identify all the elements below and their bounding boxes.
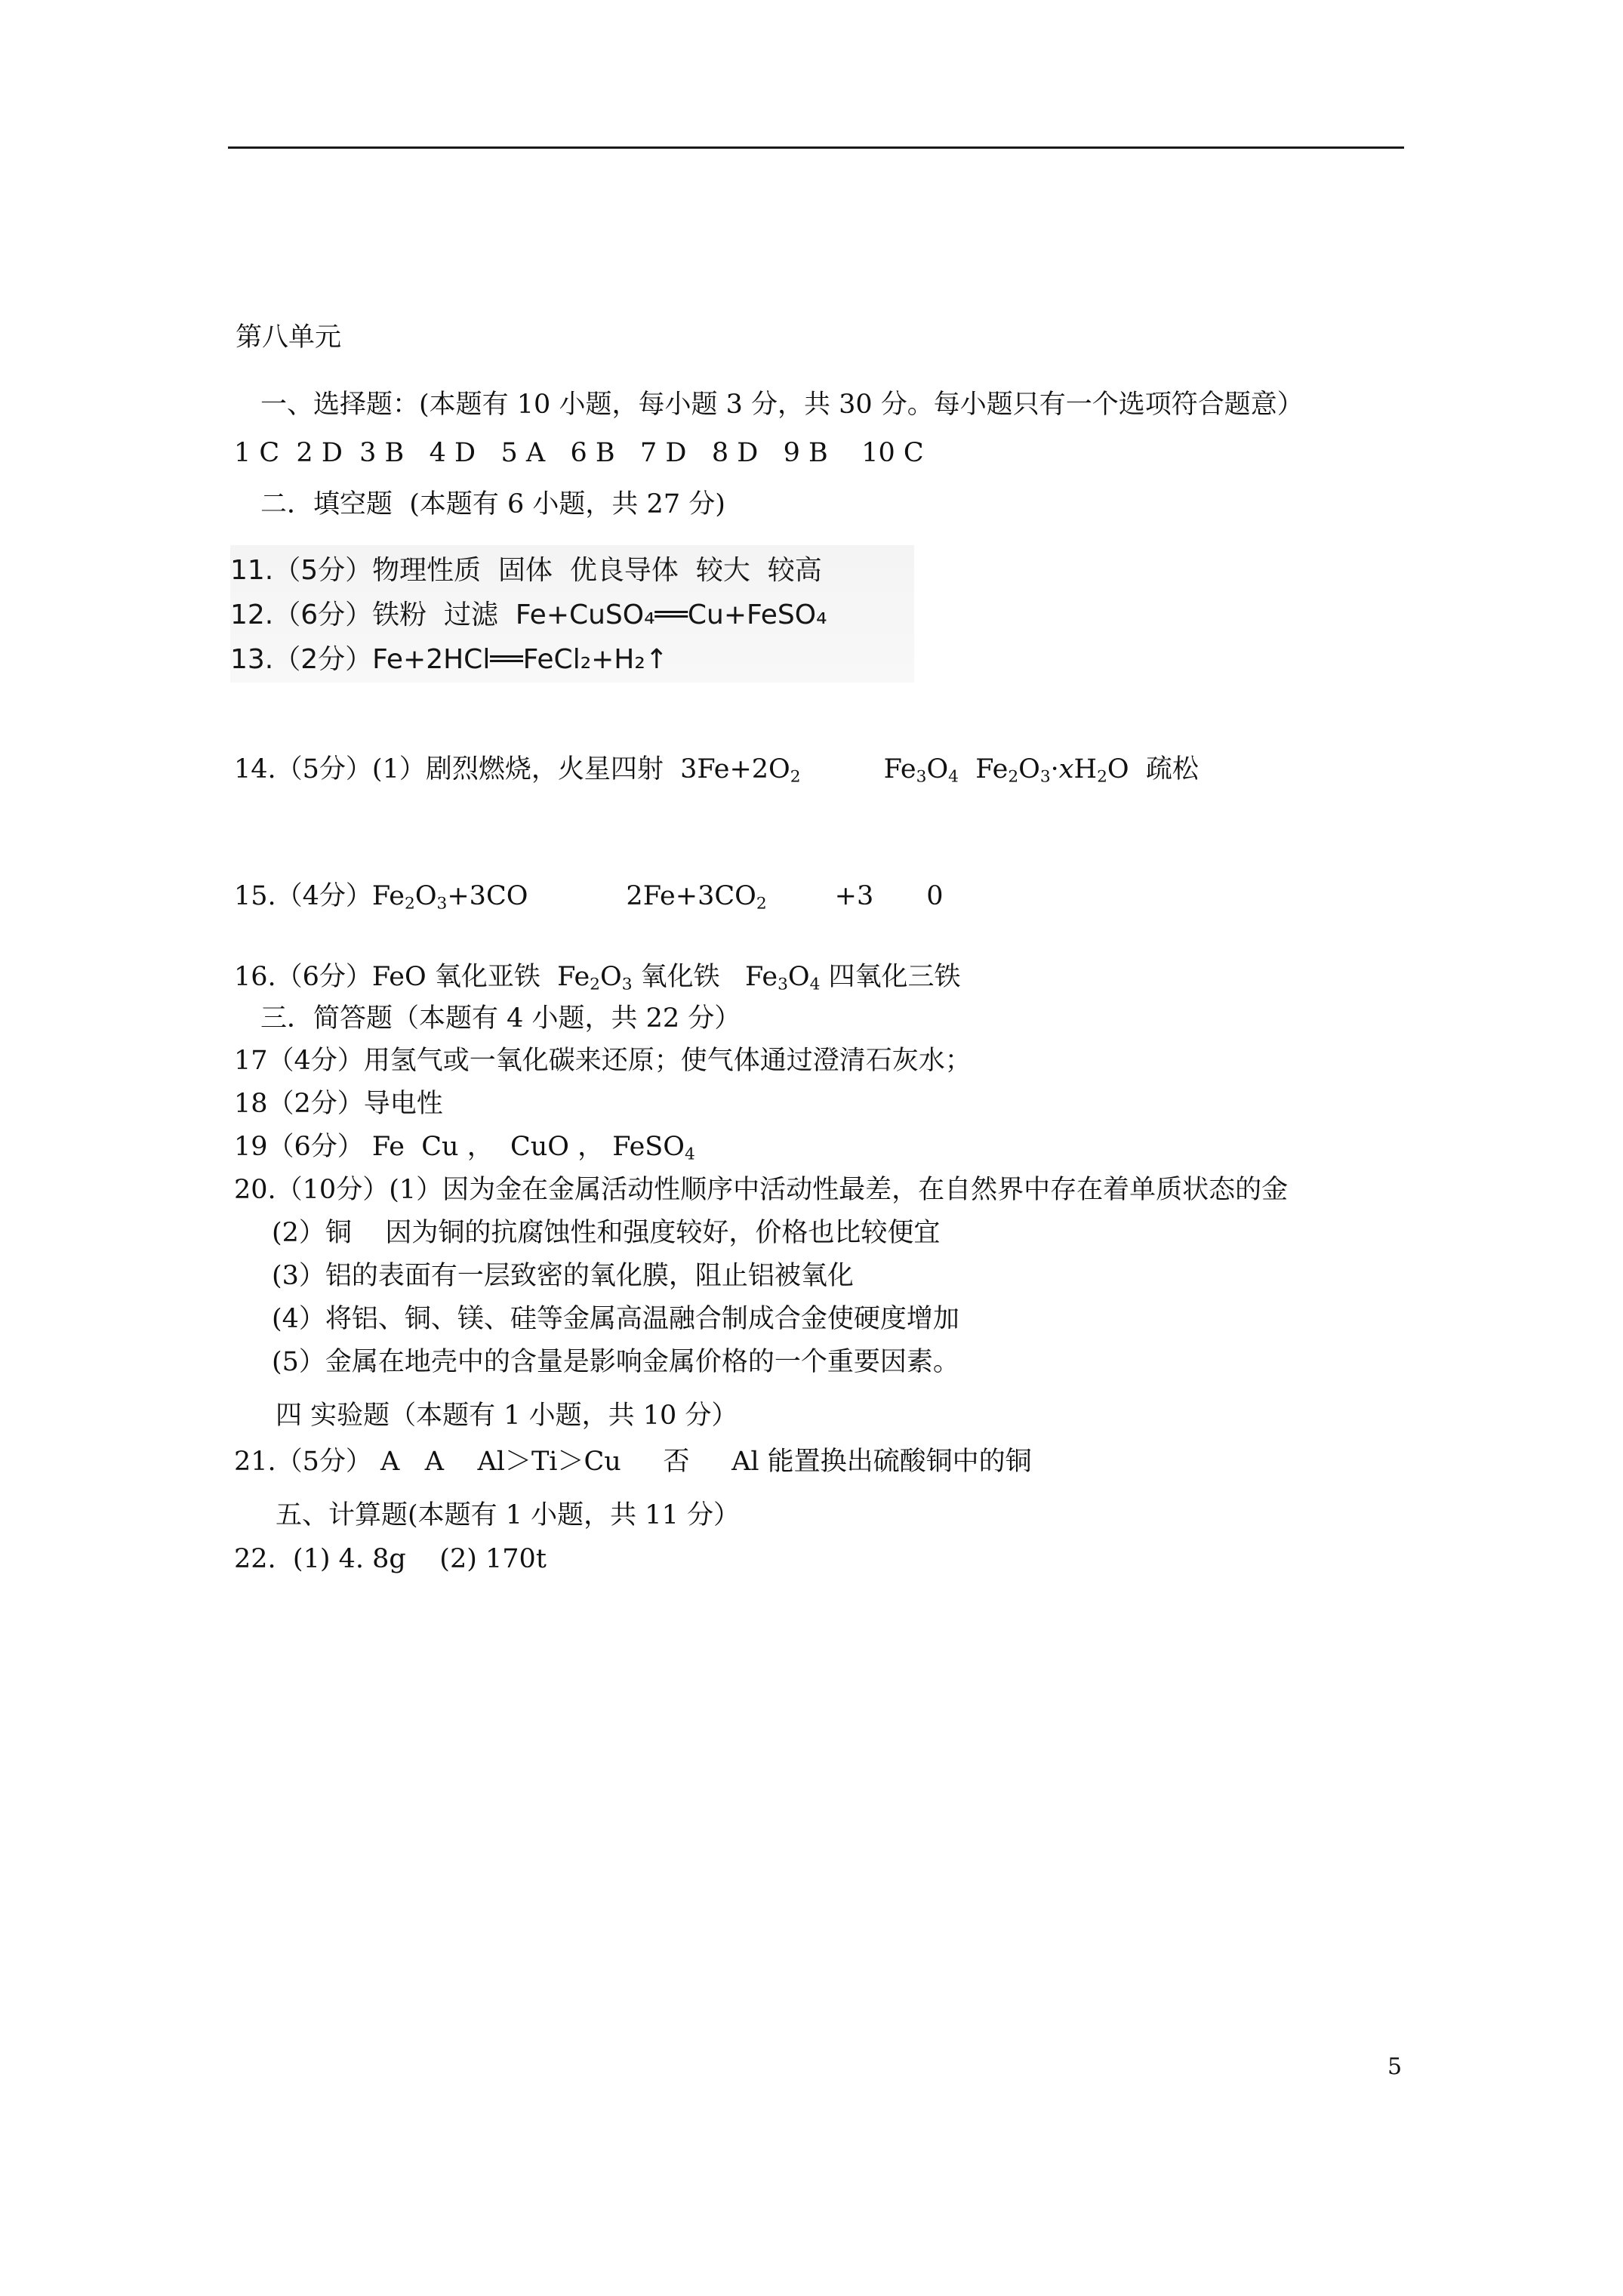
header-rule [228, 146, 1404, 149]
q19-answer: 19（6分） Fe Cu ， CuO ， FeSO$_4$ [234, 1132, 695, 1164]
section3-heading: 三．简答题（本题有 4 小题，共 22 分） [260, 1003, 741, 1034]
q11-answer: 11.（5分）物理性质 固体 优良导体 较大 较高 [230, 555, 822, 586]
unit-title: 第八单元 [236, 322, 342, 353]
q22-answer: 22. (1) 4. 8g (2) 170t [234, 1544, 547, 1574]
section5-heading: 五、计算题(本题有 1 小题，共 11 分） [276, 1500, 740, 1530]
q20-answer-5: (5）金属在地壳中的含量是影响金属价格的一个重要因素。 [272, 1347, 959, 1377]
q20-answer-2: (2）铜 因为铜的抗腐蚀性和强度较好，价格也比较便宜 [272, 1218, 941, 1248]
page-number: 5 [1387, 2054, 1403, 2080]
q21-answer: 21.（5分） A A Al＞Ti＞Cu 否 Al 能置换出硫酸铜中的铜 [234, 1447, 1032, 1477]
section1-heading: 一、选择题：(本题有 10 小题，每小题 3 分，共 30 分。每小题只有一个选项符合题意） [260, 390, 1304, 420]
q17-answer: 17（4分）用氢气或一氧化碳来还原；使气体通过澄清石灰水； [234, 1046, 972, 1076]
answers-image-11-13 [230, 545, 914, 683]
section4-heading: 四 实验题（本题有 1 小题，共 10 分） [276, 1401, 738, 1431]
q15-answer: 15.（4分）$Fe_2O_3+3CO$ $2Fe+3CO_2 +3$ 0 [234, 881, 944, 914]
section2-heading: 二．填空题 (本题有 6 小题，共 27 分) [260, 489, 725, 519]
q13-answer: 13.（2分）Fe+2HCl══FeCl₂+H₂↑ [230, 644, 668, 675]
q12-answer: 12.（6分）铁粉 过滤 Fe+CuSO₄══Cu+FeSO₄ [230, 599, 827, 630]
q14-answer: 14.（5分）(1）剧烈燃烧，火星四射 $3Fe+2O_2$ $Fe_3O_4$ $Fe_2O_3\cdot xH_2O$ 疏松 [234, 754, 1199, 787]
section1-answers: 1 C 2 D 3 B 4 D 5 A 6 B 7 D 8 D 9 B 10 C [234, 438, 924, 468]
q16-answer: 16.（6分）FeO 氧化亚铁 $Fe_2O_3$ 氧化铁 $Fe_3O_4$ 四氧化三铁 [234, 962, 961, 994]
q20-answer-3: (3）铝的表面有一层致密的氧化膜，阻止铝被氧化 [272, 1261, 854, 1291]
q20-answer-1: 20.（10分）(1）因为金在金属活动性顺序中活动性最差，在自然界中存在着单质状态的金 [234, 1175, 1289, 1205]
q20-answer-4: (4）将铝、铜、镁、硅等金属高温融合制成合金使硬度增加 [272, 1304, 959, 1334]
q18-answer: 18（2分）导电性 [234, 1089, 443, 1119]
